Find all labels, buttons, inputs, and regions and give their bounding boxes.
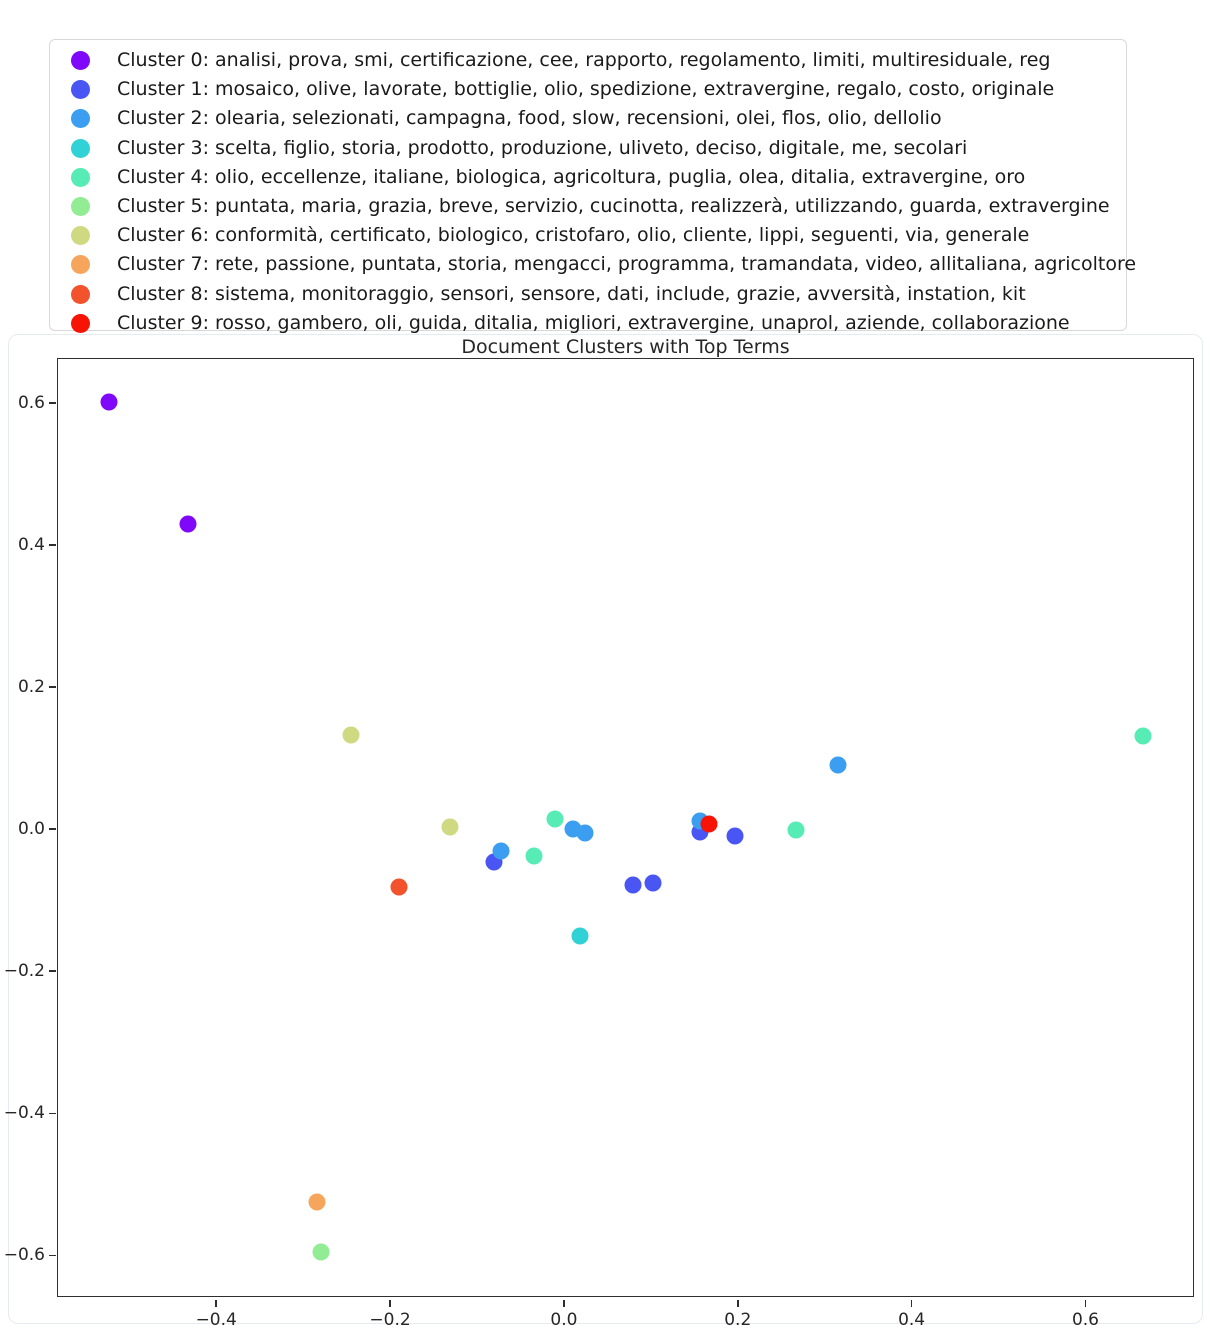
scatter-point-cluster-4 (547, 810, 564, 827)
legend-item-label: Cluster 6: conformità, certificato, biologico, cristofaro, olio, cliente, lippi, seguenti, via, generale (117, 224, 1030, 247)
scatter-point-cluster-5 (313, 1243, 330, 1260)
y-axis-tick (49, 1113, 56, 1115)
x-axis-tick-label: 0.4 (898, 1310, 926, 1330)
legend-marker-icon (71, 139, 90, 158)
legend-item-label: Cluster 2: olearia, selezionati, campagna, food, slow, recensioni, olei, flos, olio, dellolio (117, 107, 942, 130)
legend-item-label: Cluster 0: analisi, prova, smi, certificazione, cee, rapporto, regolamento, limiti, multiresiduale, reg (117, 49, 1051, 72)
y-axis-tick-label: −0.4 (3, 1103, 45, 1124)
legend-marker-icon (71, 197, 90, 216)
x-axis-tick (563, 1300, 565, 1307)
legend-item (50, 250, 1137, 279)
x-axis-tick (1085, 1300, 1087, 1307)
x-axis-tick (737, 1300, 739, 1307)
legend (49, 39, 1137, 334)
y-axis-tick (49, 1255, 56, 1257)
scatter-point-cluster-1 (727, 828, 744, 845)
legend-item (50, 221, 1126, 250)
scatter-point-cluster-0 (179, 516, 196, 533)
scatter-plot-area (3, 358, 1194, 1330)
scatter-point-cluster-7 (309, 1194, 326, 1211)
scatter-point-cluster-4 (526, 848, 543, 865)
legend-item (50, 280, 1126, 309)
scatter-point-cluster-4 (1134, 728, 1151, 745)
legend-marker-icon (71, 80, 90, 99)
scatter-point-cluster-8 (390, 879, 407, 896)
legend-marker-icon (71, 314, 90, 333)
scatter-point-cluster-2 (576, 825, 593, 842)
x-axis-tick-label: −0.2 (369, 1310, 411, 1330)
x-axis-tick-label: 0.0 (550, 1310, 578, 1330)
scatter-point-cluster-4 (788, 821, 805, 838)
y-axis-tick (49, 686, 56, 688)
x-axis-tick-label: 0.6 (1071, 1310, 1099, 1330)
legend-item-label: Cluster 1: mosaico, olive, lavorate, bottiglie, olio, spedizione, extravergine, regalo, costo, originale (117, 78, 1055, 101)
y-axis-tick-label: 0.6 (17, 393, 45, 414)
y-axis-tick (49, 544, 56, 546)
legend-marker-icon (71, 255, 90, 274)
scatter-point-cluster-3 (571, 927, 588, 944)
legend-item (50, 75, 1126, 104)
x-axis-tick (389, 1300, 391, 1307)
legend-item (50, 134, 1126, 163)
scatter-point-cluster-0 (101, 394, 118, 411)
legend-marker-icon (71, 226, 90, 245)
legend-marker-icon (71, 109, 90, 128)
scatter-point-cluster-6 (442, 819, 459, 836)
legend-item-label: Cluster 9: rosso, gambero, oli, guida, ditalia, migliori, extravergine, unaprol, aziende, collaborazione (117, 311, 1070, 334)
y-axis-tick-label: −0.6 (3, 1245, 45, 1266)
y-axis-tick (49, 970, 56, 972)
x-axis-tick (911, 1300, 913, 1307)
scatter-point-cluster-2 (829, 756, 846, 773)
scatter-point-cluster-1 (644, 875, 661, 892)
legend-item-label: Cluster 3: scelta, figlio, storia, prodotto, produzione, uliveto, deciso, digitale, me, secolari (117, 136, 968, 159)
legend-marker-icon (71, 51, 90, 70)
plot-title: Document Clusters with Top Terms (461, 336, 790, 358)
x-axis-tick-label: −0.4 (195, 1310, 237, 1330)
legend-item (50, 104, 1126, 133)
legend-item-label: Cluster 8: sistema, monitoraggio, sensori, sensore, dati, include, grazie, avversità, instation, kit (117, 282, 1026, 305)
y-axis-tick-label: 0.4 (17, 535, 45, 556)
x-axis-tick-label: 0.2 (724, 1310, 752, 1330)
y-axis-tick-label: 0.0 (17, 819, 45, 840)
y-axis-tick-label: 0.2 (17, 677, 45, 698)
scatter-point-cluster-9 (701, 816, 718, 833)
legend-marker-icon (71, 285, 90, 304)
legend-item-label: Cluster 7: rete, passione, puntata, storia, mengacci, programma, tramandata, video, allitaliana, agricoltore (117, 253, 1137, 276)
y-axis-tick (49, 828, 56, 830)
scatter-point-cluster-2 (493, 842, 510, 859)
legend-item (50, 163, 1126, 192)
legend-item-label: Cluster 5: puntata, maria, grazia, breve, servizio, cucinotta, realizzerà, utilizzando, guarda, extravergine (117, 195, 1110, 218)
legend-item (50, 192, 1126, 221)
y-axis-tick (49, 402, 56, 404)
legend-item-label: Cluster 4: olio, eccellenze, italiane, biologica, agricoltura, puglia, olea, ditalia, extravergine, oro (117, 165, 1026, 188)
x-axis-tick (215, 1300, 217, 1307)
scatter-point-cluster-1 (625, 877, 642, 894)
legend-item (50, 309, 1126, 338)
y-axis-tick-label: −0.2 (3, 961, 45, 982)
legend-item (50, 46, 1126, 75)
scatter-point-cluster-6 (342, 727, 359, 744)
legend-marker-icon (71, 168, 90, 187)
